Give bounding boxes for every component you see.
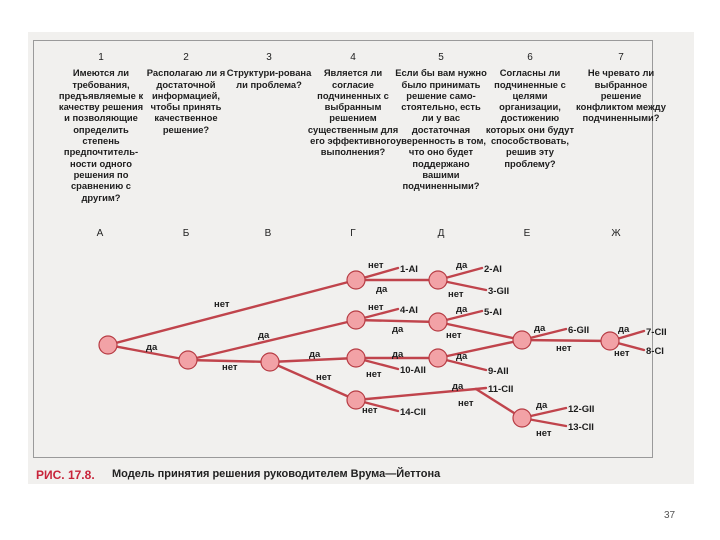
branch-label-yes: да bbox=[452, 381, 464, 392]
outcome-7: 7-CII bbox=[646, 327, 667, 338]
column-letter-d: Д bbox=[437, 228, 445, 239]
question-number: 7 bbox=[618, 52, 624, 63]
outcome-8: 8-CI bbox=[646, 346, 664, 357]
decision-node-v bbox=[261, 353, 279, 371]
question-text: Располагаю ли я достаточной информацией, чтобы принять качественное решение? bbox=[146, 67, 226, 135]
outcome-2: 2-AI bbox=[484, 264, 502, 275]
tree-branch bbox=[108, 280, 356, 345]
branch-label-yes: да bbox=[392, 324, 404, 335]
outcome-12: 12-GII bbox=[568, 404, 595, 415]
branch-label-yes: да bbox=[146, 342, 158, 353]
question-text: Согласны ли подчиненные с целями организации, достижению которых они будут способствовать, решив эту проблему? bbox=[485, 67, 575, 169]
branch-label-no: нет bbox=[214, 299, 230, 310]
question-text: Структури-рована ли проблема? bbox=[226, 67, 312, 90]
decision-node-b bbox=[179, 351, 197, 369]
column-letter-a: А bbox=[96, 228, 104, 239]
tree-branch bbox=[356, 320, 438, 322]
branch-label-yes: да bbox=[534, 323, 546, 334]
figure-caption-number: РИС. 17.8. bbox=[36, 468, 95, 482]
tree-branch bbox=[522, 340, 610, 341]
question-number: 5 bbox=[438, 52, 444, 63]
branch-label-yes: да bbox=[392, 349, 404, 360]
question-number: 4 bbox=[350, 52, 356, 63]
question-text: Если бы вам нужно было принимать решение само-стоятельно, есть ли у вас достаточная уверенность в том, что оно будет поддержано вашими подчиненными? bbox=[395, 67, 487, 192]
question-text: Не чревато ли выбранное решение конфликтом между подчиненными? bbox=[576, 67, 666, 124]
question-text: Является ли согласие подчиненных с выбранным решением существенным для его эффективного выполнения? bbox=[307, 67, 399, 158]
branch-label-yes: да bbox=[456, 304, 468, 315]
page-number: 37 bbox=[664, 510, 676, 521]
decision-node-e bbox=[513, 409, 531, 427]
question-number: 3 bbox=[266, 52, 272, 63]
decision-node-g bbox=[347, 311, 365, 329]
outcome-3: 3-GII bbox=[488, 286, 510, 297]
branch-label-yes: да bbox=[618, 324, 630, 335]
decision-node-d bbox=[429, 271, 447, 289]
branch-label-no: нет bbox=[536, 428, 552, 439]
figure-caption: Модель принятия решения руководителем Врума—Йеттона bbox=[112, 468, 441, 480]
column-letter-v: В bbox=[264, 228, 272, 239]
branch-label-no: нет bbox=[368, 302, 384, 313]
question-number: 1 bbox=[98, 52, 104, 63]
outcome-14: 14-CII bbox=[400, 407, 426, 418]
outcome-10: 10-AII bbox=[400, 365, 426, 376]
outcome-11: 11-CII bbox=[488, 384, 514, 395]
decision-node-g bbox=[347, 271, 365, 289]
decision-node-e bbox=[513, 331, 531, 349]
question-text: Имеются ли требования, предъявляемые к качеству решения и позволяющие определить степень предпочтитель-ности одного решения по сравнению с другим? bbox=[58, 67, 144, 203]
outcome-9: 9-AII bbox=[488, 366, 509, 377]
branch-label-no: нет bbox=[556, 343, 572, 354]
tree-branch bbox=[270, 362, 356, 400]
outcome-6: 6-GII bbox=[568, 325, 590, 336]
branch-label-yes: да bbox=[456, 260, 468, 271]
column-letter-b: Б bbox=[182, 228, 190, 239]
decision-node-a bbox=[99, 336, 117, 354]
branch-label-yes: да bbox=[309, 349, 321, 360]
branch-label-yes: да bbox=[258, 330, 270, 341]
decision-node-d bbox=[429, 349, 447, 367]
branch-label-no: нет bbox=[614, 348, 630, 359]
decision-node-g bbox=[347, 349, 365, 367]
column-letter-zh: Ж bbox=[611, 228, 621, 239]
column-letter-e: Е bbox=[523, 228, 531, 239]
branch-label-no: нет bbox=[458, 398, 474, 409]
decision-node-d bbox=[429, 313, 447, 331]
branch-label-yes: да bbox=[536, 400, 548, 411]
branch-label-no: нет bbox=[368, 260, 384, 271]
column-letter-g: Г bbox=[350, 228, 356, 239]
branch-label-yes: да bbox=[456, 351, 468, 362]
outcome-4: 4-AI bbox=[400, 305, 418, 316]
question-number: 6 bbox=[527, 52, 533, 63]
outcome-1: 1-AI bbox=[400, 264, 418, 275]
branch-label-no: нет bbox=[448, 289, 464, 300]
branch-label-no: нет bbox=[316, 372, 332, 383]
branch-label-no: нет bbox=[366, 369, 382, 380]
branch-label-yes: да bbox=[376, 284, 388, 295]
branch-label-no: нет bbox=[446, 330, 462, 341]
branch-label-no: нет bbox=[222, 362, 238, 373]
branch-label-no: нет bbox=[362, 405, 378, 416]
outcome-5: 5-AI bbox=[484, 307, 502, 318]
tree-branch bbox=[438, 340, 522, 358]
question-number: 2 bbox=[183, 52, 189, 63]
outcome-13: 13-CII bbox=[568, 422, 594, 433]
